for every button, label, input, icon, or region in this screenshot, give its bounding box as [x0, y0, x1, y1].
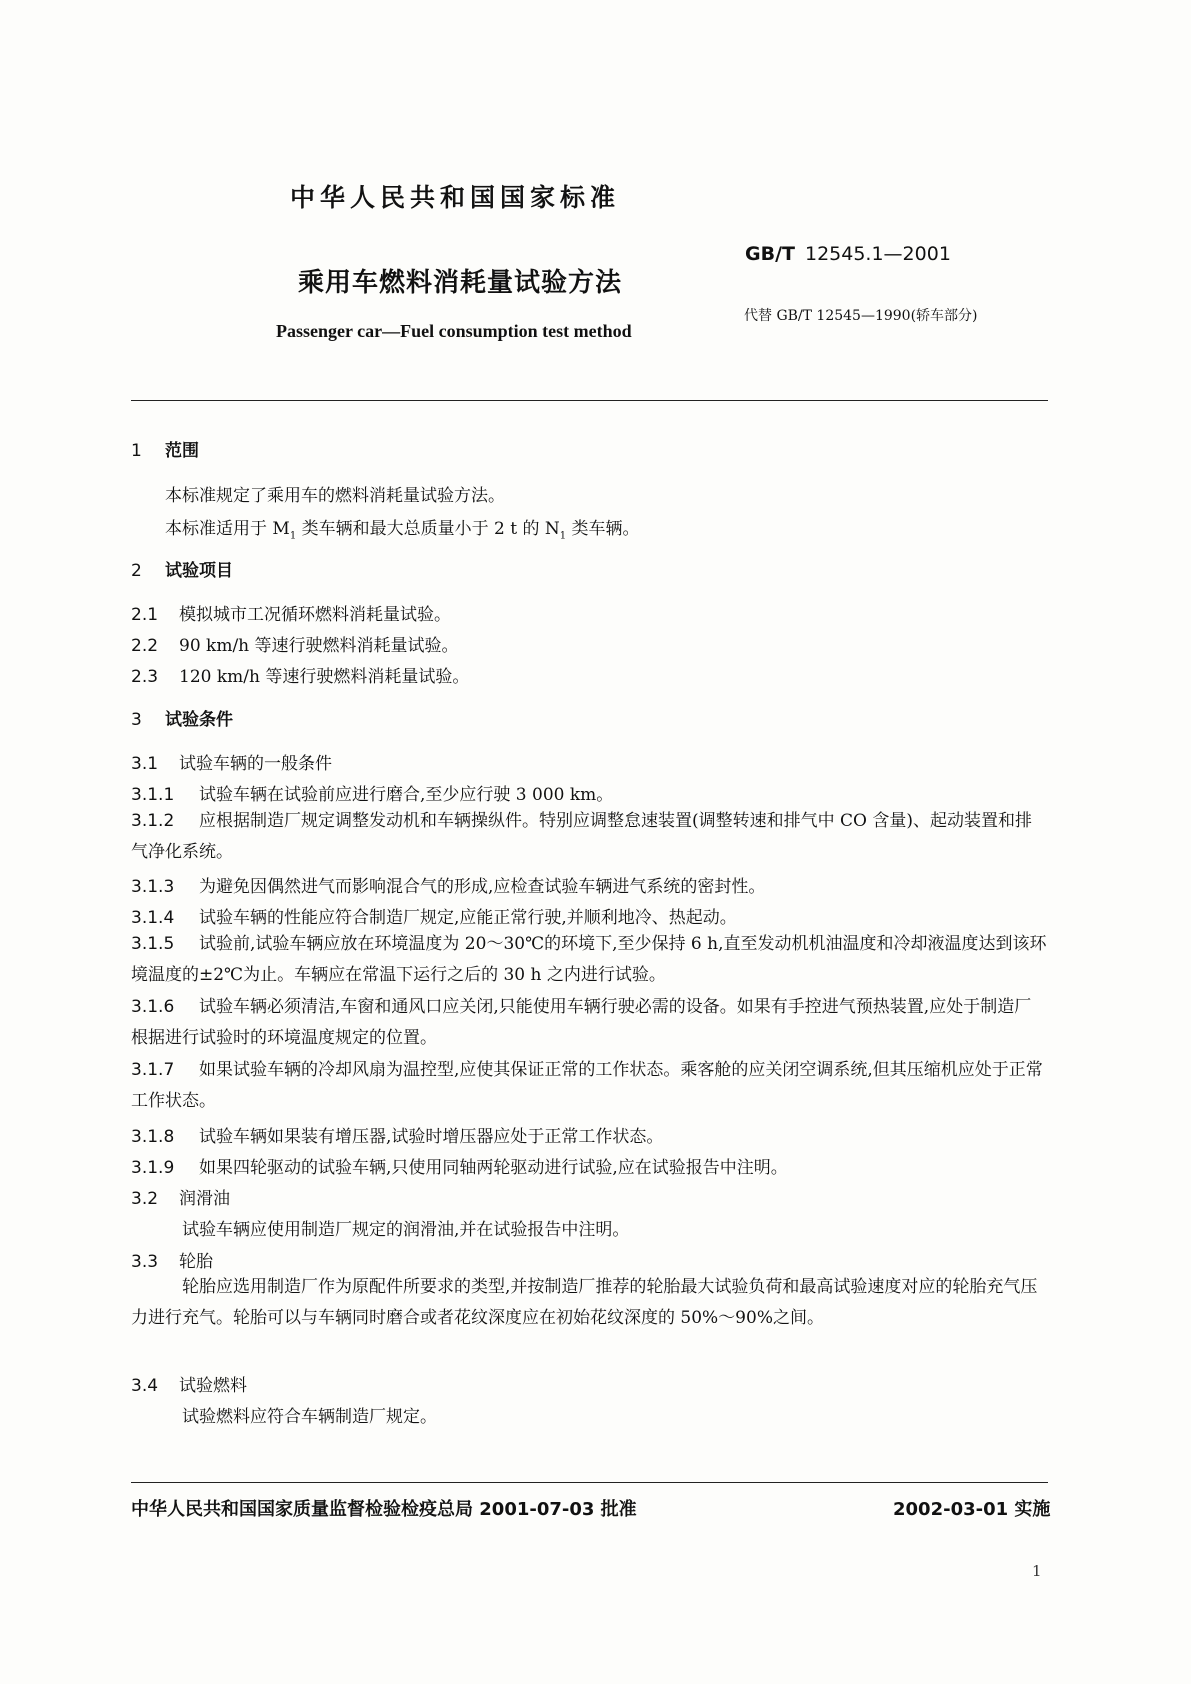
- item-text: 试验燃料: [179, 1376, 247, 1396]
- item-3-1: [131, 749, 332, 774]
- scope-text-c: 类车辆。: [566, 519, 640, 539]
- section-number: 3: [131, 710, 142, 730]
- replaces-note: 代替 GB/T 12545—1990(轿车部分): [744, 308, 978, 324]
- item-3-2: [131, 1184, 230, 1209]
- section-number: 2: [131, 561, 142, 581]
- tyre-paragraph: 轮胎应选用制造厂作为原配件所要求的类型,并按制造厂推荐的轮胎最大试验负荷和最高试验速度对应的轮胎充气压力进行充气。轮胎可以与车辆同时磨合或者花纹深度应在初始花纹深度的 50%～90%之间。: [131, 1277, 1038, 1328]
- item-text: 试验车辆在试验前应进行磨合,至少应行驶 3 000 km。: [199, 785, 614, 805]
- item-3-1-6: [131, 992, 1048, 1054]
- scope-paragraph-1: 本标准规定了乘用车的燃料消耗量试验方法。: [165, 486, 505, 506]
- lubricant-paragraph: 试验车辆应使用制造厂规定的润滑油,并在试验报告中注明。: [182, 1220, 630, 1240]
- item-number: 2.1: [131, 605, 159, 625]
- scope-text-b: 类车辆和最大总质量小于 2 t 的 N: [296, 519, 560, 539]
- item-number: 3.1.4: [131, 908, 175, 928]
- item-number: 2.2: [131, 636, 159, 656]
- item-2-3: [131, 662, 469, 687]
- item-number: 3.1: [131, 754, 159, 774]
- item-text: 试验车辆的一般条件: [179, 754, 332, 774]
- header-divider: [131, 400, 1048, 401]
- footer-divider: [131, 1482, 1048, 1483]
- item-number: 3.4: [131, 1376, 159, 1396]
- item-3-1-9: [131, 1153, 788, 1178]
- title-chinese: 乘用车燃料消耗量试验方法: [298, 268, 623, 298]
- scope-paragraph-2: [165, 514, 640, 541]
- scope-sub-2: 1: [559, 530, 567, 542]
- item-text: 如果四轮驱动的试验车辆,只使用同轴两轮驱动进行试验,应在试验报告中注明。: [199, 1158, 788, 1178]
- item-number: 3.1.9: [131, 1158, 175, 1178]
- item-text: 试验车辆的性能应符合制造厂规定,应能正常行驶,并顺利地冷、热起动。: [199, 908, 737, 928]
- item-text: 试验车辆如果装有增压器,试验时增压器应处于正常工作状态。: [199, 1127, 664, 1147]
- title-english: Passenger car—Fuel consumption test method: [276, 321, 632, 341]
- national-standard-heading: 中华人民共和国国家标准: [290, 183, 621, 212]
- item-text: 120 km/h 等速行驶燃料消耗量试验。: [179, 667, 470, 687]
- section-2-heading: [131, 556, 233, 581]
- section-1-heading: [131, 436, 199, 461]
- item-3-1-2: [131, 806, 1048, 868]
- item-number: 3.1.2: [131, 811, 175, 831]
- item-3-1-4: [131, 903, 737, 928]
- approval-line: 中华人民共和国国家质量监督检验检疫总局 2001-07-03 批准: [131, 1499, 637, 1520]
- item-2-2: [131, 631, 459, 656]
- item-number: 3.1.6: [131, 997, 175, 1017]
- item-text: 试验前,试验车辆应放在环境温度为 20～30℃的环境下,至少保持 6 h,直至发动机机油温度和冷却液温度达到该环境温度的±2℃为止。车辆应在常温下运行之后的 30 h 之内进行试验。: [131, 934, 1047, 985]
- item-2-1: [131, 600, 451, 625]
- item-text: 轮胎: [179, 1252, 213, 1272]
- standard-number: [745, 243, 951, 265]
- item-text: 如果试验车辆的冷却风扇为温控型,应使其保证正常的工作状态。乘客舱的应关闭空调系统,但其压缩机应处于正常工作状态。: [131, 1060, 1043, 1111]
- fuel-paragraph: 试验燃料应符合车辆制造厂规定。: [182, 1407, 437, 1427]
- item-3-1-3: [131, 872, 765, 897]
- section-title: 范围: [165, 441, 199, 461]
- item-3-3: [131, 1247, 213, 1272]
- item-3-1-1: [131, 780, 613, 805]
- item-text: 试验车辆必须清洁,车窗和通风口应关闭,只能使用车辆行驶必需的设备。如果有手控进气预热装置,应处于制造厂根据进行试验时的环境温度规定的位置。: [131, 997, 1032, 1048]
- item-number: 3.1.3: [131, 877, 175, 897]
- item-text: 为避免因偶然进气而影响混合气的形成,应检查试验车辆进气系统的密封性。: [199, 877, 766, 897]
- item-number: 3.2: [131, 1189, 159, 1209]
- item-3-1-5: [131, 929, 1048, 991]
- section-title: 试验项目: [165, 561, 233, 581]
- page-number: 1: [1032, 1562, 1042, 1580]
- item-3-1-7: [131, 1055, 1048, 1117]
- item-3-1-8: [131, 1122, 663, 1147]
- section-title: 试验条件: [165, 710, 233, 730]
- item-number: 3.1.1: [131, 785, 175, 805]
- item-3-4: [131, 1371, 247, 1396]
- item-number: 3.1.8: [131, 1127, 175, 1147]
- implementation-date: 2002-03-01 实施: [893, 1499, 1051, 1520]
- item-number: 2.3: [131, 667, 159, 687]
- standard-number-prefix: GB/T: [745, 243, 795, 265]
- item-text: 应根据制造厂规定调整发动机和车辆操纵件。特别应调整怠速装置(调整转速和排气中 CO 含量)、起动装置和排气净化系统。: [131, 811, 1033, 862]
- item-number: 3.1.5: [131, 934, 175, 954]
- scope-sub-1: 1: [289, 530, 297, 542]
- scope-text-a: 本标准适用于 M: [165, 519, 290, 539]
- item-text: 模拟城市工况循环燃料消耗量试验。: [179, 605, 451, 625]
- standard-number-value: 12545.1—2001: [804, 243, 951, 265]
- item-text: 90 km/h 等速行驶燃料消耗量试验。: [179, 636, 459, 656]
- section-3-heading: [131, 705, 233, 730]
- item-number: 3.3: [131, 1252, 159, 1272]
- item-number: 3.1.7: [131, 1060, 175, 1080]
- item-text: 润滑油: [179, 1189, 230, 1209]
- section-number: 1: [131, 441, 142, 461]
